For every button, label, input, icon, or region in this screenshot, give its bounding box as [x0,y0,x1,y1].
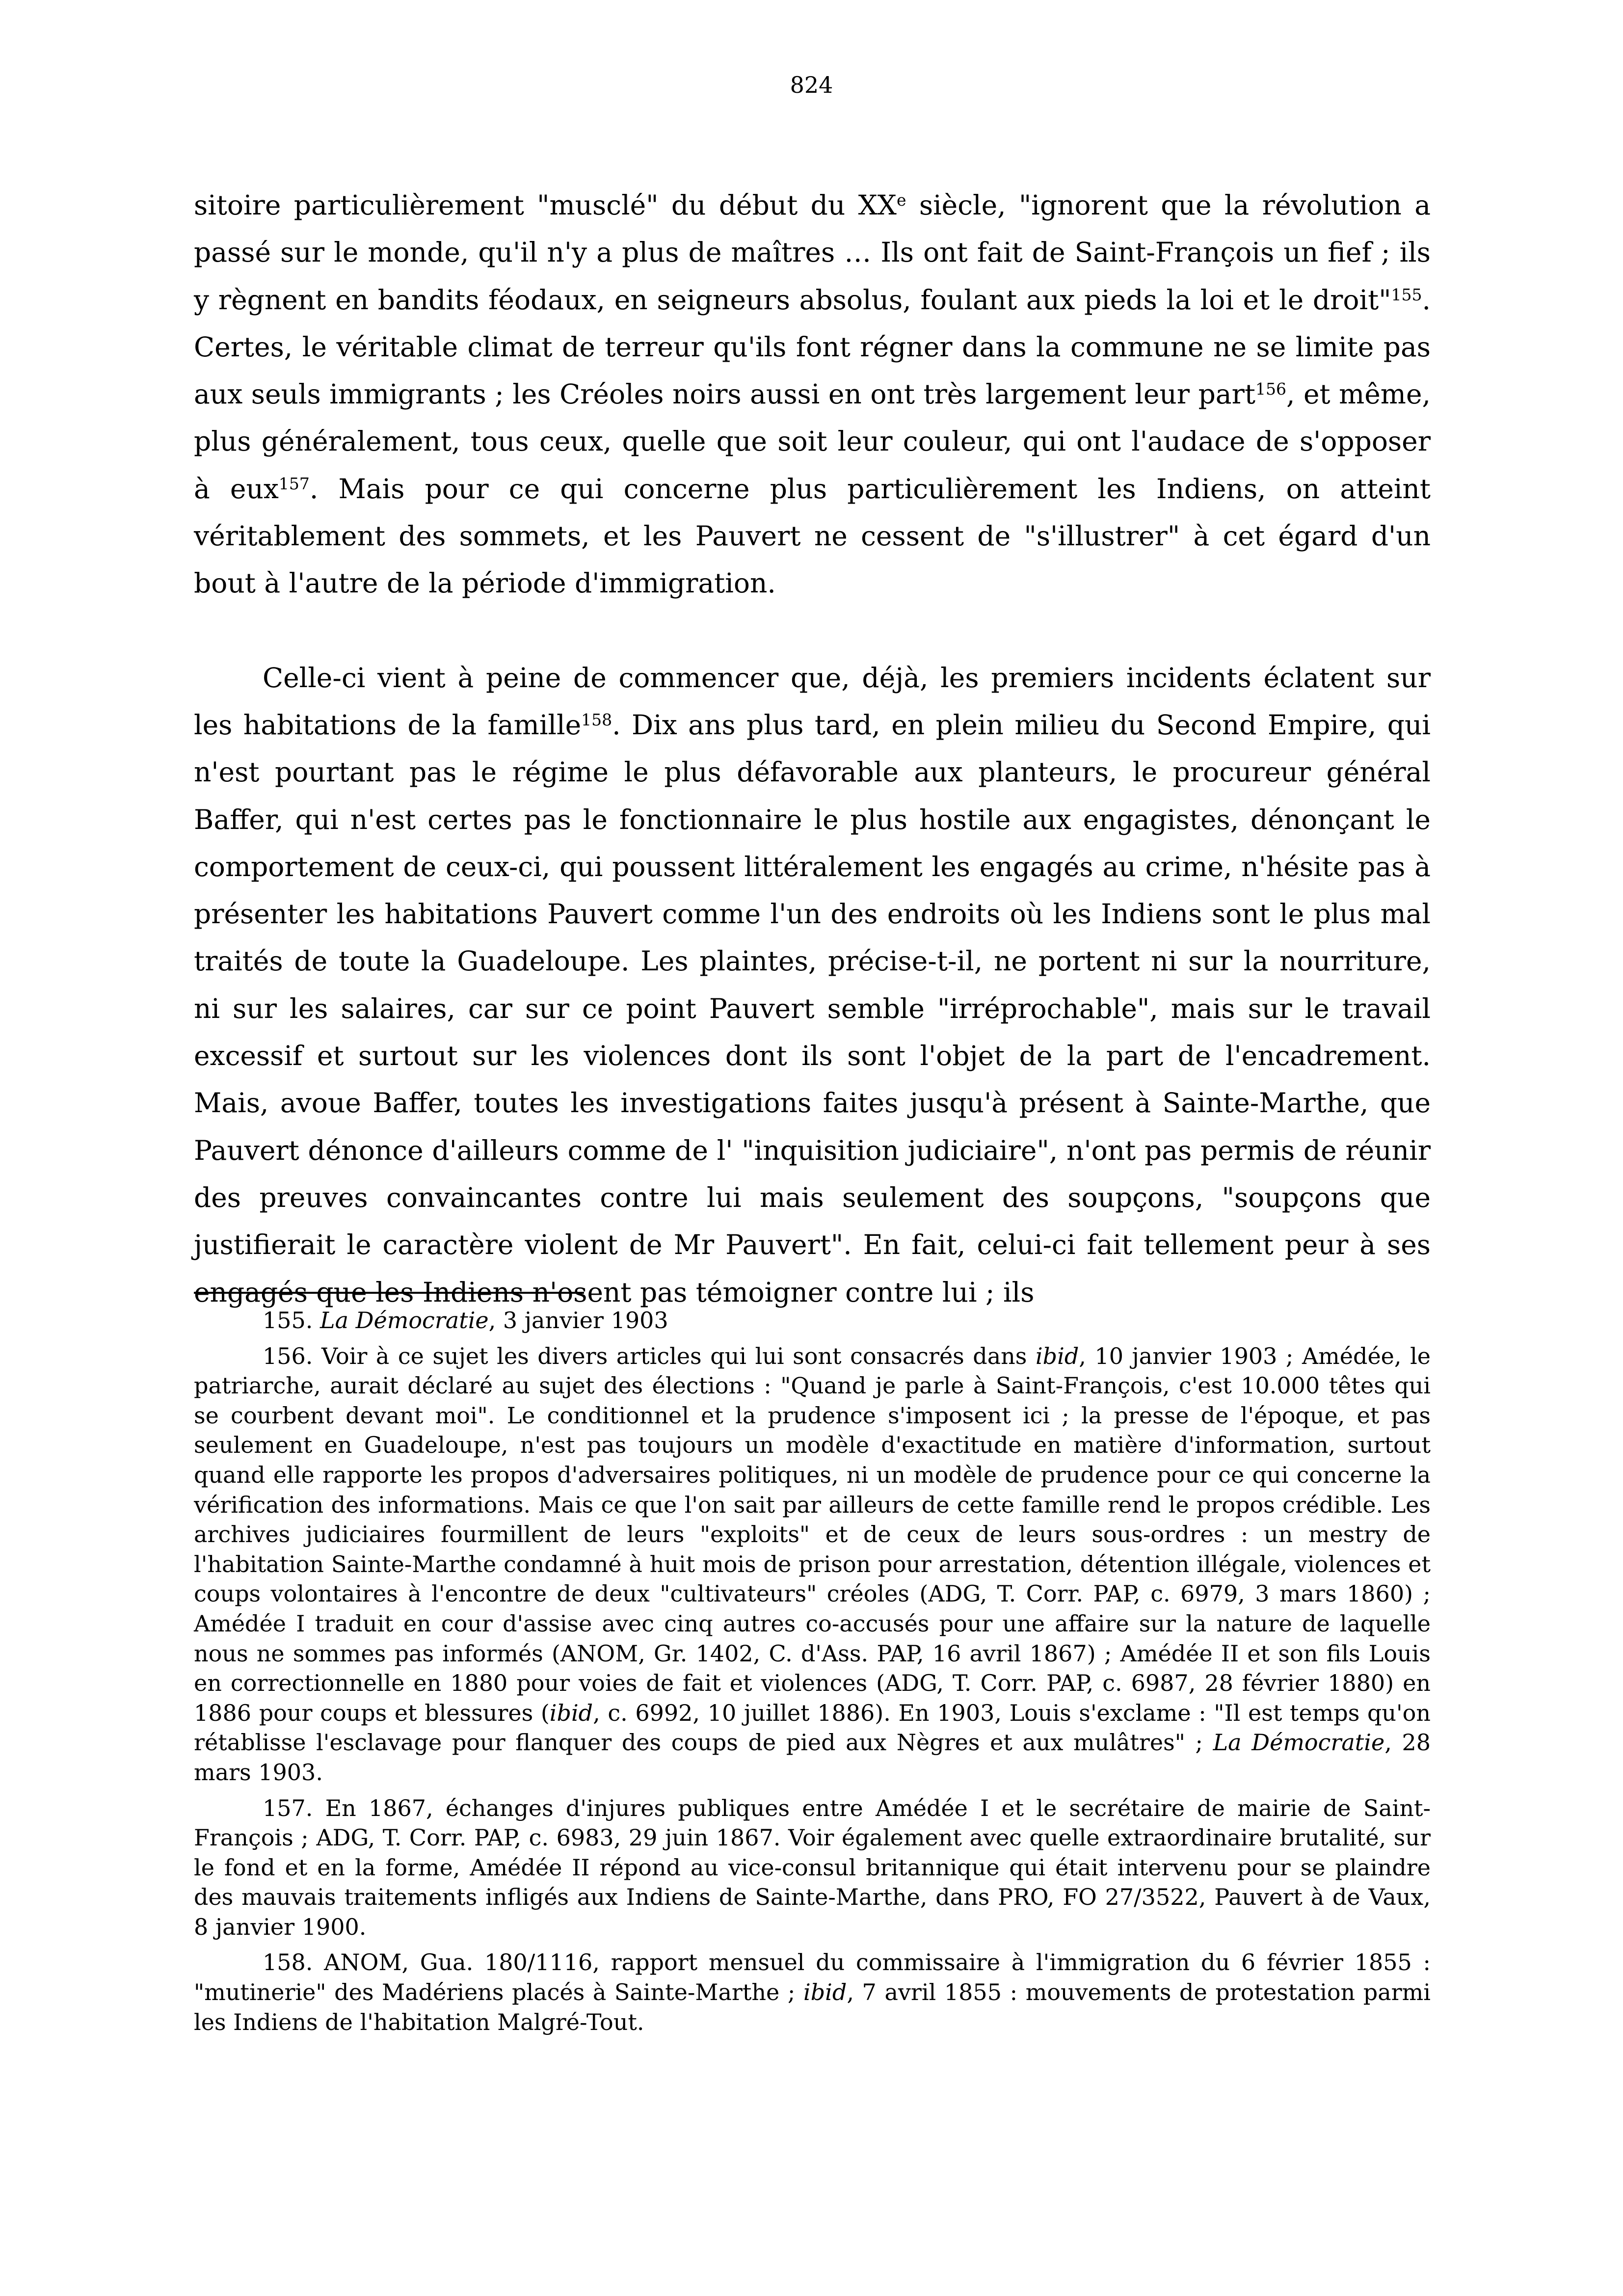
body-text [194,182,1431,1316]
footnote-157 [194,1793,1431,1942]
footnotes [194,1306,1431,2043]
italic-span: ibid [549,1699,593,1726]
text-span: En 1867, échanges d'injures publiques entre Amédée I et le secrétaire de mairie de Saint-François ; ADG, T. Corr. PAP, c. 6983, 29 juin 1867. Voir également avec quelle extraordinaire brutalité, sur le fond et en la forme, Amédée II répond au vice-consul britannique qui était intervenu pour se plaindre des mauvais traitements infligés aux Indiens de Sainte-Marthe, dans PRO, FO 27/3522, Pauvert à de Vaux, 8 janvier 1900. [194,1794,1431,1940]
paragraph-2 [194,654,1431,1316]
superscript: e [896,190,906,210]
text-span: , 3 janvier 1903 [488,1307,668,1334]
text-span: ANOM, Gua. 180/1116, rapport mensuel du commissaire à l'immigration du 6 février 1855 : "mutinerie" des Madériens placés à Sainte-Marthe ; [194,1949,1431,2006]
text-span: siècle, "ignorent que la révolution a passé sur le monde, qu'il n'y a plus de maîtres … Ils ont fait de Saint-François un fief ; ils y règnent en bandits féodaux, en seigneurs absolus, foulant aux pieds la loi et le droit" [194,189,1431,316]
page-number: 824 [790,72,833,98]
footnote-number: 156. [263,1342,321,1369]
text-span: . Dix ans plus tard, en plein milieu du Second Empire, qui n'est pourtant pas le régime le plus défavorable aux planteurs, le procureur général Baffer, qui n'est certes pas le fonctionnaire le plus hostile aux engagistes, dénonçant le comportement de ceux-ci, qui poussent littéralement les engagés au crime, n'hésite pas à présenter les habitations Pauvert comme l'un des endroits où les Indiens sont le plus mal traités de toute la Guadeloupe. Les plaintes, précise-t-il, ne portent ni sur la nourriture, ni sur les salaires, car sur ce point Pauvert semble "irréprochable", mais sur le travail excessif et surtout sur les violences dont ils sont l'objet de la part de l'encadrement. Mais, avoue Baffer, toutes les investigations faites jusqu'à présent à Sainte-Marthe, que Pauvert dénonce d'ailleurs comme de l' "inquisition judiciaire", n'ont pas permis de réunir des preuves convaincantes contre lui mais seulement des soupçons, "soupçons que justifierait le caractère violent de Mr Pauvert". En fait, celui-ci fait tellement peur à ses engagés que les Indiens n'osent pas témoigner contre lui ; ils [194,709,1431,1308]
footnote-number: 158. [263,1949,324,1976]
footnote-ref-158[interactable]: 158 [581,710,612,729]
footnote-158 [194,1948,1431,2037]
text-span: , 28 mars 1903. [194,1729,1431,1786]
text-span: sitoire particulièrement "musclé" du début du XX [194,189,897,221]
text-span: , 7 avril 1855 : mouvements de protestation parmi les Indiens de l'habitation Malgré-Tout. [194,1979,1431,2035]
footnote-ref-156[interactable]: 156 [1255,379,1286,399]
text-span: , et même, plus généralement, tous ceux, quelle que soit leur couleur, qui ont l'audace de s'opposer à eux [194,378,1431,505]
footnote-number: 157. [263,1794,325,1821]
text-span: Celle-ci vient à peine de commencer que, déjà, les premiers incidents éclatent sur les habitations de la famille [194,662,1431,741]
italic-span: La Démocratie [1213,1729,1385,1756]
footnote-155 [194,1306,1431,1335]
footnote-ref-157[interactable]: 157 [278,474,310,493]
text-span: Voir à ce sujet les divers articles qui lui sont consacrés dans [321,1342,1036,1369]
footnote-ref-155[interactable]: 155 [1391,285,1422,304]
footnote-number: 155. [263,1307,320,1334]
paragraph-1 [194,182,1431,607]
italic-span: ibid [803,1979,847,2006]
italic-span: La Démocratie [320,1307,489,1334]
text-span: , 10 janvier 1903 ; Amédée, le patriarche, aurait déclaré au sujet des élections : "Quand je parle à Saint-François, c'est 10.000 têtes qui se courbent devant moi". Le conditionnel et la prudence s'imposent ici ; la presse de l'époque, et pas seulement en Guadeloupe, n'est pas toujours un modèle d'exactitude en matière d'information, surtout quand elle rapporte les propos d'adversaires politiques, ni un modèle de prudence pour ce qui concerne la vérification des informations. Mais ce que l'on sait par ailleurs de cette famille rend le propos crédible. Les archives judiciaires fourmillent de leurs "exploits" et de ceux de leurs sous-ordres : un mestry de l'habitation Sainte-Marthe condamné à huit mois de prison pour arrestation, détention illégale, violences et coups volontaires à l'encontre de deux "cultivateurs" créoles (ADG, T. Corr. PAP, c. 6979, 3 mars 1860) ; Amédée I traduit en cour d'assise avec cinq autres co-accusés pour une affaire sur la nature de laquelle nous ne sommes pas informés (ANOM, Gr. 1402, C. d'Ass. PAP, 16 avril 1867) ; Amédée II et son fils Louis en correctionnelle en 1880 pour voies de fait et violences (ADG, T. Corr. PAP, c. 6987, 28 février 1880) en 1886 pour coups et blessures ( [194,1342,1431,1726]
footnote-separator [194,1292,584,1294]
text-span: . Certes, le véritable climat de terreur qu'ils font régner dans la commune ne se limite pas aux seuls immigrants ; les Créoles noirs aussi en ont très largement leur part [194,284,1431,410]
text-span: . Mais pour ce qui concerne plus particulièrement les Indiens, on atteint véritablement des sommets, et les Pauvert ne cessent de "s'illustrer" à cet égard d'un bout à l'autre de la période d'immigration. [194,473,1431,599]
footnote-156 [194,1341,1431,1788]
italic-span: ibid [1035,1342,1079,1369]
text-span: , c. 6992, 10 juillet 1886). En 1903, Louis s'exclame : "Il est temps qu'on rétablisse l'esclavage pour flanquer des coups de pied aux Nègres et aux mulâtres" ; [194,1699,1431,1756]
